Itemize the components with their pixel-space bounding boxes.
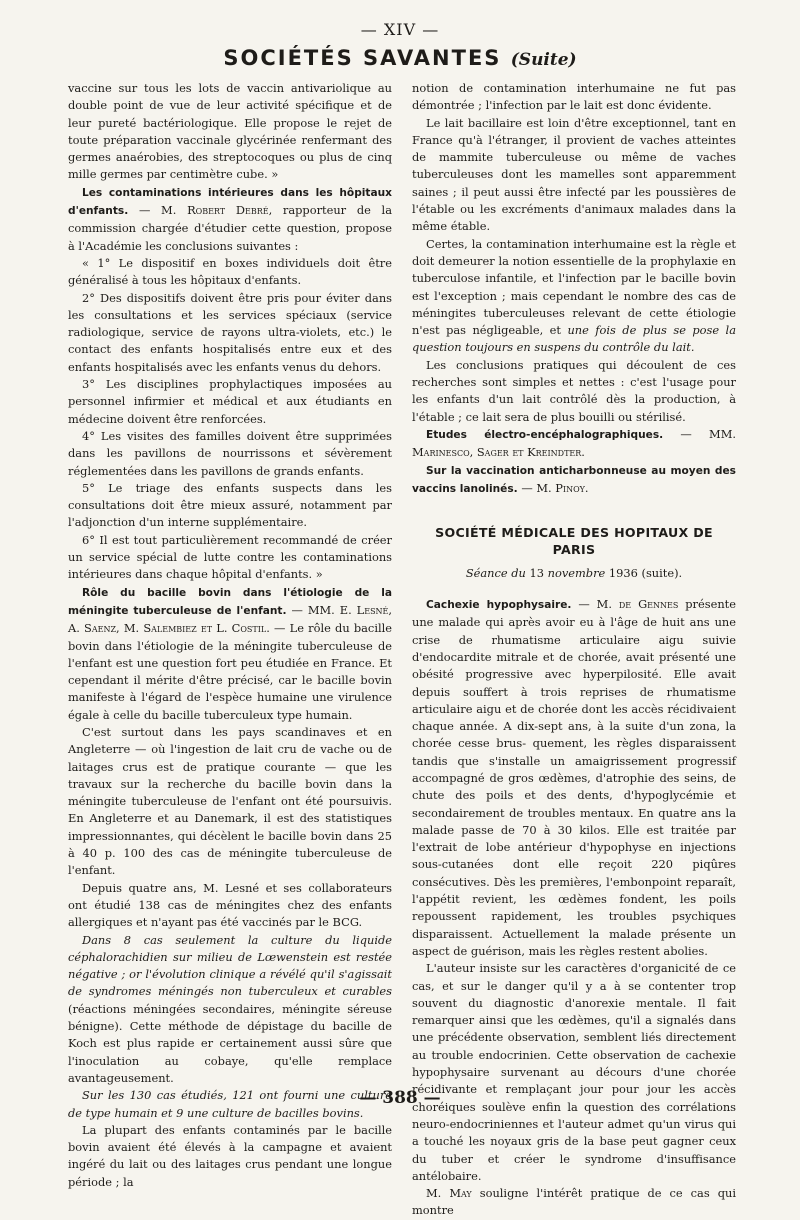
article-title: Sur la vaccination anticharbonneuse au moyen des vaccins lanolinés. <box>412 464 736 495</box>
article-title: Rôle du bacille bovin dans l'étiologie de la méningite tuberculeuse de l'enfant. <box>68 586 392 617</box>
article-title: Cachexie hypophysaire. <box>426 599 572 612</box>
article-contaminations <box>68 184 392 255</box>
author-name: Robert Debré <box>187 203 269 218</box>
paragraph: notion de contamination interhumaine ne fut pas démontrée ; l'infection par le lait est donc évidente. <box>412 81 736 113</box>
text-run: Dans 8 <box>82 932 144 947</box>
running-head: — XIV — <box>360 20 440 39</box>
paragraph: « 1° Le dispositif en boxes individuels doit être généralisé à tous les hôpitaux d'enfants. <box>68 255 392 288</box>
society-heading: SOCIÉTÉ MÉDICALE DES HOPITAUX DE PARIS <box>435 525 713 558</box>
paragraph <box>412 236 736 357</box>
period: . <box>584 480 589 495</box>
paragraph: vaccine sur tous les lots de vaccin antivariolique au double point de vue de leur activité spécifique et de leur pureté bactériologique. Elle propose le rejet de toute préparation vaccinale glycérinée renfermant des germes anaérobies, des streptocoques ou plus de cinq mille germes par centimètre cube. » <box>68 81 392 182</box>
paragraph: Sur les 130 cas étudiés, 121 ont fourni une culture de type humain et 9 une culture de bacilles bovins. <box>68 1088 392 1120</box>
seance-month: novembre <box>544 565 609 580</box>
paragraph <box>68 932 392 1088</box>
article-bacille-bovin <box>68 584 392 724</box>
separator: — MM. <box>286 602 340 617</box>
article-cachexie <box>412 596 736 960</box>
separator: — M. <box>571 597 619 612</box>
paragraph: 6° Il est tout particulièrement recommandé de créer un service spécial de lutte contre les contaminations intérieures dans chaque hôpital d'enfants. » <box>68 532 392 582</box>
paragraph: Depuis quatre ans, M. Lesné et ses collaborateurs ont étudié 138 cas de méningites chez des enfants allergiques et n'ayant pas été vaccinés par le BCG. <box>68 880 392 930</box>
separator: — MM. <box>663 426 736 441</box>
seance-year: 1936 (suite). <box>608 565 683 580</box>
section-title <box>0 46 800 70</box>
paragraph: Les conclusions pratiques qui découlent de ces recherches sont simples et nettes : c'est l'usage pour les enfants d'un lait contrôlé dès la production, à l'étable ; ce lait sera de plus bouilli ou stérilisé. <box>412 357 736 424</box>
seance-label: Séance du <box>465 565 530 580</box>
left-column <box>68 80 392 1191</box>
italic-run: cas seulement la culture du liquide céphalorachidien sur milieu de Lœwenstein est restée négative ; or l'évolution clinique a révélé qu'il s'agissait de syndromes méningés non tuberculeux et curables <box>68 932 392 999</box>
paragraph: 3° Les disciplines prophylactiques imposées au personnel infirmier et médical et aux étudiants en médecine doivent être renforcées. <box>68 377 392 426</box>
paragraph: La plupart des enfants contaminés par le bacille bovin avaient été élevés à la campagne et avaient ingéré du lait ou des laitages crus pendant une longue période ; la <box>68 1122 392 1189</box>
article-text: , rapporteur de la commission chargée d'étudier cette question, propose à l'Académie les conclusions suivantes : <box>68 203 392 253</box>
article-text: présente une malade qui après avoir eu à l'âge de huit ans une crise de rhumatisme articulaire aigu suivie d'endocardite mitrale et de chorée, avait présenté une obésité progressive avec hyperpilosité. Elle avait depuis souffert à trois reprises de rhumatisme articulaire aigu et de chorée dont les accès récidivaient chaque année. A dix-sept ans, à la suite d'un zona, la chorée cesse brus- quement, les règles disparaissent tandis que s'installe un amaigrissement progressif accompagné de gros œdèmes, d'atrophie des seins, de chute des poils et des dents, d'hypoglycémie et secondairement de troubles mentaux. En quatre ans la malade passe de 70 à 30 kilos. Elle est traitée par l'extrait de lobe antérieur d'hypophyse en injections sous-cutanées dont elle reçoit 220 piqûres consécutives. Dès les premières, l'embonpoint reparaît, l'appétit revient, les œdèmes fondent, les poils repoussent rapidement, les troubles psychiques disparaissent. Actuellement la malade présente un aspect de guérison, mais les règles restent abolies. <box>412 597 736 958</box>
text-run: M. <box>426 1186 450 1201</box>
text-run: Certes, la contamination interhumaine est la règle et doit demeurer la notion essentielle de la prophylaxie en tuberculose infantile, et l'infection par le bacille bovin est l'exception ; mais cependant le nombre des cas de méningites tuberculeuses relevant de cette étiologie n'est pas négligeable, et <box>412 236 736 338</box>
paragraph: 2° Des dispositifs doivent être pris pour éviter dans les consultations et les services spéciaux (service radiologique, service de rayons ultra-violets, etc.) le contact des enfants hospitalisés entre eux et des enfants hospitalisés avec les enfants venus du dehors. <box>68 290 392 374</box>
separator: — M. <box>128 203 188 218</box>
separator: — M. <box>517 480 556 495</box>
author-names: Marinesco, Sager et Kreindter <box>412 445 582 460</box>
seance-day: 13 <box>529 565 544 580</box>
author-name: de Gennes <box>618 597 679 612</box>
period: . <box>581 445 585 460</box>
text-run: (réactions méningées secondaires, méningite séreuse bénigne). Cette méthode de dépistage du bacille de Koch est plus rapide er certainement aussi sûre que l'inoculation au cobaye, qu'elle remplace avantageusement. <box>68 1001 392 1085</box>
text-run: souligne l'intérêt pratique de ce cas qui montre <box>412 1186 736 1218</box>
paragraph <box>412 1185 736 1220</box>
article-title: Etudes électro-encéphalographiques. <box>426 428 664 441</box>
section-title-suite: (Suite) <box>510 50 577 70</box>
article-title: Les contaminations intérieures dans les hôpitaux d'enfants. <box>68 186 392 218</box>
section-title-text: SOCIÉTÉS SAVANTES <box>223 46 502 70</box>
seance-date <box>412 565 736 582</box>
right-column <box>412 80 736 1220</box>
paragraph: 5° Le triage des enfants suspects dans les consultations doit être mieux assuré, notamment par l'adjonction d'un interne supplémentaire. <box>68 480 392 530</box>
page-number: — 388 — <box>359 1088 441 1108</box>
article-electro <box>412 426 736 462</box>
article-text: . — Le rôle du bacille bovin dans l'étiologie de la méningite tuberculeuse de l'enfant est une question fort peu étudiée en France. Et cependant il mérite d'être précisé, car le bacille bovin manifeste à l'égard de l'espèce humaine une virulence égale à celle du bacille tuberculeux type humain. <box>68 621 392 722</box>
paragraph: 4° Les visites des familles doivent être supprimées dans les pavillons de nourrissons et sévèrement réglementées dans les pavillons de grands enfants. <box>68 428 392 478</box>
author-name: May <box>449 1186 472 1201</box>
author-name: Pinoy <box>555 480 585 495</box>
author-names: E. Lesné, A. Saenz, M. Salembiez et L. Costil <box>68 602 393 636</box>
paragraph: L'auteur insiste sur les caractères d'organicité de ce cas, et sur le danger qu'il y a à se contenter trop souvent du diagnostic d'anorexie mentale. Il fait remarquer ainsi que les œdèmes, qu'il a signalés dans une précédente observation, semblent liés directement au trouble endocrinien. Cette observation de cachexie hypophysaire survenant au décours d'une chorée récidivante et remplaçant jour pour jour les accès choréiques soulève enfin la question des corrélations neuro-endocriniennes et l'auteur admet qu'un virus qui a touché les noyaux gris de la base peut gagner ceux du tuber et créer le syndrome d'insuffisance antélobaire. <box>412 961 736 1183</box>
paragraph: Le lait bacillaire est loin d'être exceptionnel, tant en France qu'à l'étranger, il provient de vaches atteintes de mammite tuberculeuse ou même de vaches tuberculeuses dont les mamelles sont apparemment saines ; il peut aussi être infecté par les poussières de l'étable ou les excréments d'animaux malades dans la même étable. <box>412 115 736 234</box>
italic-run: une fois de plus se pose la question toujours en suspens du contrôle du lait. <box>412 323 736 355</box>
paragraph: C'est surtout dans les pays scandinaves et en Angleterre — où l'ingestion de lait cru de vache ou de laitages crus est de pratique courante — que les travaux sur la recherche du bacille bovin dans la méningite tuberculeuse de l'enfant ont été poursuivis. En Angleterre et au Danemark, il est des statistiques impressionnantes, qui décèlent le bacille bovin dans 25 à 40 p. 100 des cas de méningite tuberculeuse de l'enfant. <box>68 724 392 878</box>
article-vaccination <box>412 462 736 499</box>
